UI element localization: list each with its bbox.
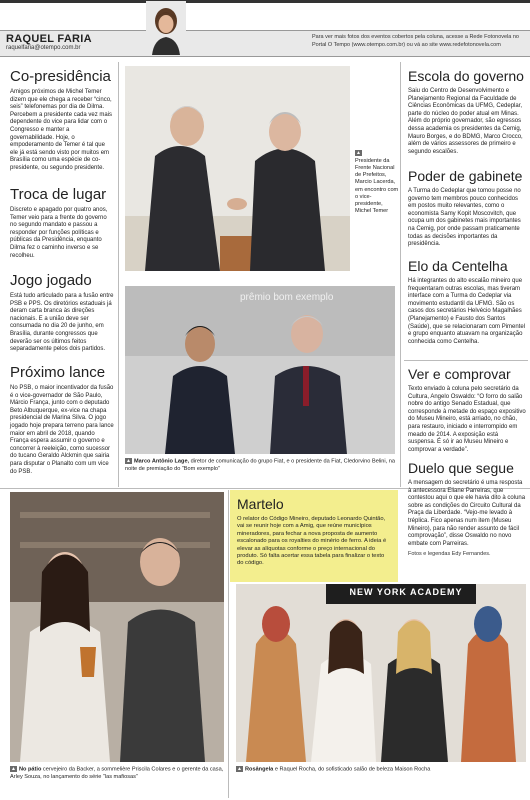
section-title: Troca de lugar	[10, 186, 107, 203]
left-column	[10, 68, 114, 176]
divider	[404, 360, 528, 361]
photo-caption	[125, 458, 395, 473]
caption-bold: Rosângela	[245, 766, 274, 773]
section-title: Ver e comprovar	[408, 366, 511, 382]
section-text: No PSB, o maior incentivador da fusão é o vice-governador de São Paulo, Márcio França, junto com o deputado Beto Albuquerque, ex-vice na chapa presidencial de Marina Silva. O jogo jogado hoje prepara terreno para lance maior em abril de 2018, quando França espera assumir o governo e concorrer à reeleição, como sucessor do tucano Geraldo Alckmin que sairia para disputar o Planalto com um vice do PSB.	[10, 385, 114, 475]
camera-icon: ▲	[237, 766, 242, 772]
column-header	[0, 30, 530, 57]
photo-caption	[10, 766, 224, 781]
section-text: Há integrantes do alto escalão mineiro que frequentaram outras escolas, mas tiveram interface com a Turma do Cedeplar via movimento estudantil da UFMG. São os casos dos secretários Helvécio Magalhães (Planejamento) e Fausto dos Santos (Saúde), que se relacionaram com Pimentel e grupo enquanto atuavam na organização conhecida como Centelha.	[408, 278, 526, 345]
photo-caption	[236, 766, 526, 774]
divider	[228, 490, 229, 798]
section-text: A Turma do Cedeplar que tomou posse no governo tem membros pouco conhecidos em postos muito relevantes, como o economista Samy Kopit Moscovitch, que ocupa um dos gabinetes mais importantes na Cemig, por onde passam praticamente todas as decisões importantes da presidência.	[408, 188, 521, 248]
caption-text: Presidente da Frente Nacional de Prefeitos, Marcio Lacerda, em encontro com o vice-presidente, Michel Temer	[355, 157, 399, 215]
columnist-name: RAQUEL FARIA	[6, 33, 92, 45]
section-text: O relator do Código Mineiro, deputado Leonardo Quintão, vai se reunir hoje com a Amig, que reúne municípios mineradores, para fechar a nova proposta de aumento escalonado para os royalties do minério de ferro. A ideia é elevar as alíquotas conforme o preço internacional do produto. Só falta acertar essa tabela para finalizar o texto do código.	[237, 516, 387, 567]
top-rule	[0, 0, 530, 3]
photo-bom-exemplo	[125, 286, 395, 454]
section-title: Próximo lance	[10, 364, 106, 381]
photo-backer	[10, 492, 224, 762]
right-column	[408, 460, 526, 559]
header-note: Para ver mais fotos dos eventos cobertos pela coluna, acesse a Rede Fotonovela no Portal O Tempo (www.otempo.com.br) ou vá ao site www.redefotonovela.com	[312, 34, 519, 48]
section-title: Co-presidência	[10, 68, 111, 85]
photo-caption	[355, 150, 399, 215]
section-text: Está tudo articulado para a fusão entre PSB e PPS. Os diretórios estaduais já deram carta branca às direções nacionais. E a união deve ser consumada no dia 20 de junho, em Brasília, durante congressos que deverão ser os últimos feitos separadamente pelos dois partidos.	[10, 293, 114, 353]
section-text: Texto enviado à coluna pelo secretário da Cultura, Angelo Oswaldo: “O forro do salão nobre do antigo Senado Estadual, que corresponde à metade do espaço expositivo do Museu Mineiro, está arriado, no chão, para restauro, iniciado e interrompido em meado de 2014. A exposição está suspensa. É só ir ao Museu Mineiro e comprovar a verdade”.	[408, 386, 526, 453]
section-title: Martelo	[237, 496, 284, 512]
section-title: Duelo que segue	[408, 460, 514, 476]
right-column	[408, 68, 526, 159]
camera-icon: ▲	[356, 150, 361, 156]
photo-credits: Fotos e legendas Edy Fernandes.	[408, 551, 491, 558]
caption-bold: No pátio	[19, 766, 42, 773]
section-title: Elo da Centelha	[408, 258, 508, 274]
camera-icon: ▲	[11, 766, 16, 772]
left-column	[10, 186, 114, 263]
section-text: Saiu do Centro de Desenvolvimento e Planejamento Regional da Faculdade de Ciências Econômicas da UFMG, Cedeplar, parte do núcleo do poder atual em Minas. Além do próprio governador, são egressos dessa academia os presidentes da Cemig, Mauro Borges, e do BDMG, Marco Crocco, além de vários assessores de primeiro e segundo escalões.	[408, 88, 523, 155]
right-column	[408, 258, 526, 349]
section-title: Jogo jogado	[10, 272, 92, 289]
columnist-email: raquelfaria@otempo.com.br	[6, 45, 81, 51]
caption-text: e Raquel Rocha, do sofisticado salão de beleza Maison Rocha	[273, 766, 431, 773]
divider	[400, 62, 401, 487]
right-column	[408, 168, 526, 252]
photo-sign-text: prêmio bom exemplo	[240, 292, 334, 303]
section-title: Poder de gabinete	[408, 168, 523, 184]
photo-maison-rocha	[236, 584, 526, 762]
divider	[118, 62, 119, 487]
section-text: Amigos próximos de Michel Temer dizem que ele chega a receber “cinco, seis” telefonemas por dia de Dilma. Percebem a presidente cada vez mais dependente do vice para lidar com o Congresso e manter a governabilidade. Hoje, o empoderamento de Temer é tal que ele já está sendo visto por muitos em Brasília como uma espécie de co-presidente, ou segundo presidente.	[10, 89, 113, 171]
camera-icon: ▲	[126, 458, 131, 464]
martelo-box	[230, 490, 398, 582]
caption-text: cervejeiro da Backer, a sommelière Priscila Colares e o gerente da casa, Arley Souza, no lançamento do série “las mafiosas”	[10, 766, 224, 780]
caption-text: diretor de comunicação do grupo Fiat, e o presidente da Fiat, Cledorvino Belini, na noite de premiação do “Bom exemplo”	[125, 458, 395, 472]
left-column	[10, 272, 114, 357]
section-text: Discreto e apagado por quatro anos, Temer veio para a frente do governo no segundo mandato e passou a responder por funções políticas e públicas da Presidência, enquanto Dilma fez o caminho inverso e se recolheu.	[10, 207, 108, 259]
right-column	[408, 366, 526, 457]
left-column	[10, 364, 114, 479]
section-text: A mensagem do secretário é uma resposta à antecessora Eliane Parreiras, que contestou aqui o que ele havia dito à coluna sobre as condições do Circuito Cultural da Praça da Liberdade. “Vejo-me levado à tréplica. Fico apenas num item (Museu Mineiro), para não render assunto de fácil comprovação”, disse Oswaldo no novo embate com Parreiras.	[408, 480, 526, 547]
caption-bold: Marco Antônio Lage,	[134, 458, 190, 465]
photo-sign-text: NEW YORK ACADEMY	[349, 587, 463, 597]
photo-temer-lacerda	[125, 66, 350, 271]
columnist-avatar	[146, 1, 186, 55]
section-title: Escola do governo	[408, 68, 524, 84]
